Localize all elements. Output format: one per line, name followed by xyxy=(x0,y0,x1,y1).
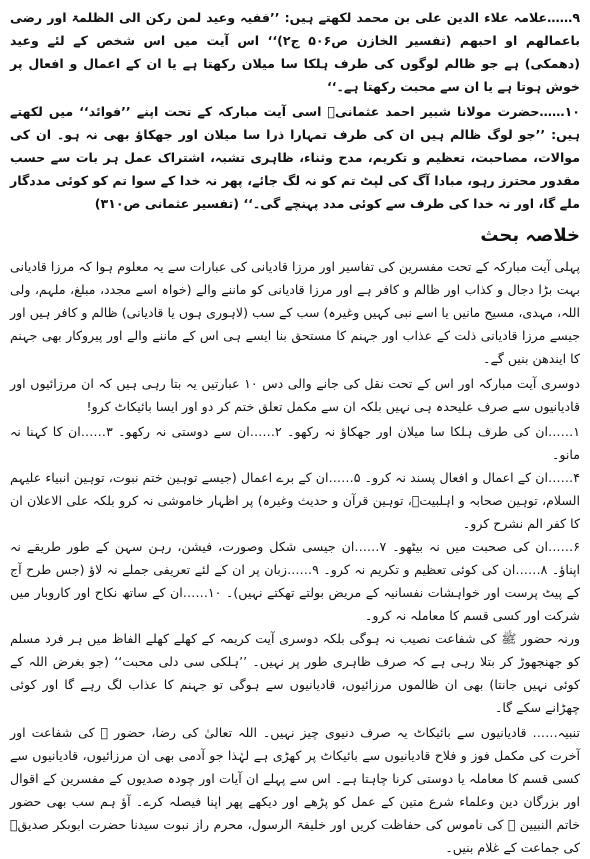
summary-paragraph-1: پہلی آیت مبارکہ کے تحت مفسرین کی تفاسیر اور مرزا قادیانی کی عبارات سے یہ معلوم ہوا کہ مرزا قادیانی بہت بڑا دجال و کذاب اور ظالم و کافر ہے اور مرزا قادیانی کو ماننے والے (خواہ اسے مجدد، مبلغ، ملہم، ولی اللہ، مہدی، مسیح مانیں یا اسے نبی کہیں وغیرہ) سب کے سب (لاہوری ہوں یا قادیانی) ظالم و کافر ہیں اور جیسے مرزا قادیانی ذلت کے عذاب اور جہنم کا مستحق بنا ایسے ہی اس کے ماننے والے اور پیروکار بھی جہنم کا ایندھن بنیں گے۔ xyxy=(10,259,580,366)
caution-paragraph: تنبیہ…… قادیانیوں سے بائیکاٹ یہ صرف دنیوی چیز نہیں۔ اللہ تعالیٰ کی رضا، حضور ﷺ کی شفاعت اور آخرت کی مکمل فوز و فلاح قادیانیوں سے بائیکاٹ پر کھڑی ہے لہٰذا جو آدمی بھی ان مرزائیوں، قادیانیوں سے کسی قسم کا معاملہ یا دوستی کرنا چاہتا ہے۔ اس سے پہلے ان آیات اور چودہ صدیوں کے مفسرین کے اقوال اور بزرگان دین وعلماء شرع متین کے عمل کو پڑھے اور دیکھے پھر اپنا فیصلہ کرے۔ آؤ ہم سب بھی حضور خاتم النبیین ﷺ کی ناموس کی حفاظت کریں اور خلیفۃ الرسول، محرم راز نبوت سیدنا حضرت ابوبکر صدیقؓ کی جماعت کے غلام بنیں۔ xyxy=(10,725,580,855)
summary-paragraph-2: دوسری آیت مبارکہ اور اس کے تحت نقل کی جانے والی دس ۱۰ عبارتیں یہ بتا رہی ہیں کہ ان مرزائیوں اور قادیانیوں سے صرف علیحدہ ہی نہیں بلکہ ان سے مکمل تعلق ختم کر دو اور ایسا بائیکاٹ کرو! xyxy=(10,376,580,414)
list-item: ۴……ان کے اعمال و افعال پسند نہ کرو۔ ۵……ان کے برے اعمال (جیسے توہین ختم نبوت، توہین انبیاء علیہم السلام، توہین صحابہ و اہلبیتؓ، توہین قرآن و حدیث وغیرہ) پر اظہار خاموشی نہ کرو بلکہ علی الاعلان ان کا کفر الم نشرح کرو۔ xyxy=(10,470,580,531)
list-item: ۶……ان کی صحبت میں نہ بیٹھو۔ ۷……ان جیسی شکل وصورت، فیشن، رہن سہن کے طور طریقے نہ اپناؤ۔ ۸……ان کی کوئی تعظیم و تکریم نہ کرو۔ ۹……زبان پر ان کے لئے تعریفی جملے نہ لاؤ (جس طرح آج کے پیٹ پرست اور خواہشات نفسانیہ کے مریض بولتے تھکتے نہیں)۔ ۱۰……ان کے ساتھ نکاح اور کاروبار میں شرکت اور کسی قسم کا معاملہ نہ کرو۔ xyxy=(10,539,581,623)
list-item: ۱……ان کی طرف ہلکا سا میلان اور جھکاؤ نہ رکھو۔ ۲……ان سے دوستی نہ رکھو۔ ۳……ان کا کہنا نہ مانو۔ xyxy=(10,424,580,462)
section-heading: خلاصہ بحث xyxy=(480,225,580,246)
warning-paragraph: ورنہ حضور ﷺ کی شفاعت نصیب نہ ہوگی بلکہ دوسری آیت کریمہ کے کھلے کھلے الفاظ میں ہر فرد مسلم کو جھنجھوڑ کر بتلا رہی ہے کہ صرف ظاہری طور پر نہیں۔ ’’ہلکی سی دلی محبت‘‘ (جو بغرض اللہ کے کوئی نہیں جانتا) بھی ان ظالموں مرزائیوں، قادیانیوں سے ہوگی تو جہنم کا عذاب لگ رہے گا اور کوئی چھڑانے سکے گا۔ xyxy=(10,631,580,715)
instructions-list xyxy=(10,420,580,627)
footnote-10: ۱۰……حضرت مولانا شبیر احمد عثمانیؒ اسی آیت مبارکہ کے تحت اپنے ’’فوائد‘‘ میں لکھتے ہیں: ’’جو لوگ ظالم ہیں ان کی طرف تمہارا ذرا سا میلان اور جھکاؤ بھی نہ ہو۔ ان کی موالات، مصاحبت، تعظیم و تکریم، مدح وثناء، ظاہری تشبہ، اشتراک عمل ہر بات سے حسب مقدور محترز رہو، مبادا آگ کی لپٹ تم کو نہ لگ جائے، پھر نہ خدا کے سوا تم کو کوئی مددگار ملے گا، اور نہ خدا کی طرف سے کوئی مدد پہنچے گی۔‘‘ (تفسیر عثمانی ص۳۱۰) xyxy=(10,104,580,211)
footnote-9: ۹……علامہ علاء الدین علی بن محمد لکھتے ہیں: ’’ففیہ وعید لمن رکن الی الظلمۃ اور رضی باعمالھم او احبھم (تفسیر الخازن ص۵۰۶ ج۲)‘‘ اس آیت میں اس شخص کے لئے وعید (دھمکی) ہے جو ظالم لوگوں کی طرف ہلکا سا میلان رکھتا ہے یا ان کے اعمال و افعال پر خوش ہوتا ہے یا ان سے محبت رکھتا ہے۔‘‘ xyxy=(10,10,580,94)
